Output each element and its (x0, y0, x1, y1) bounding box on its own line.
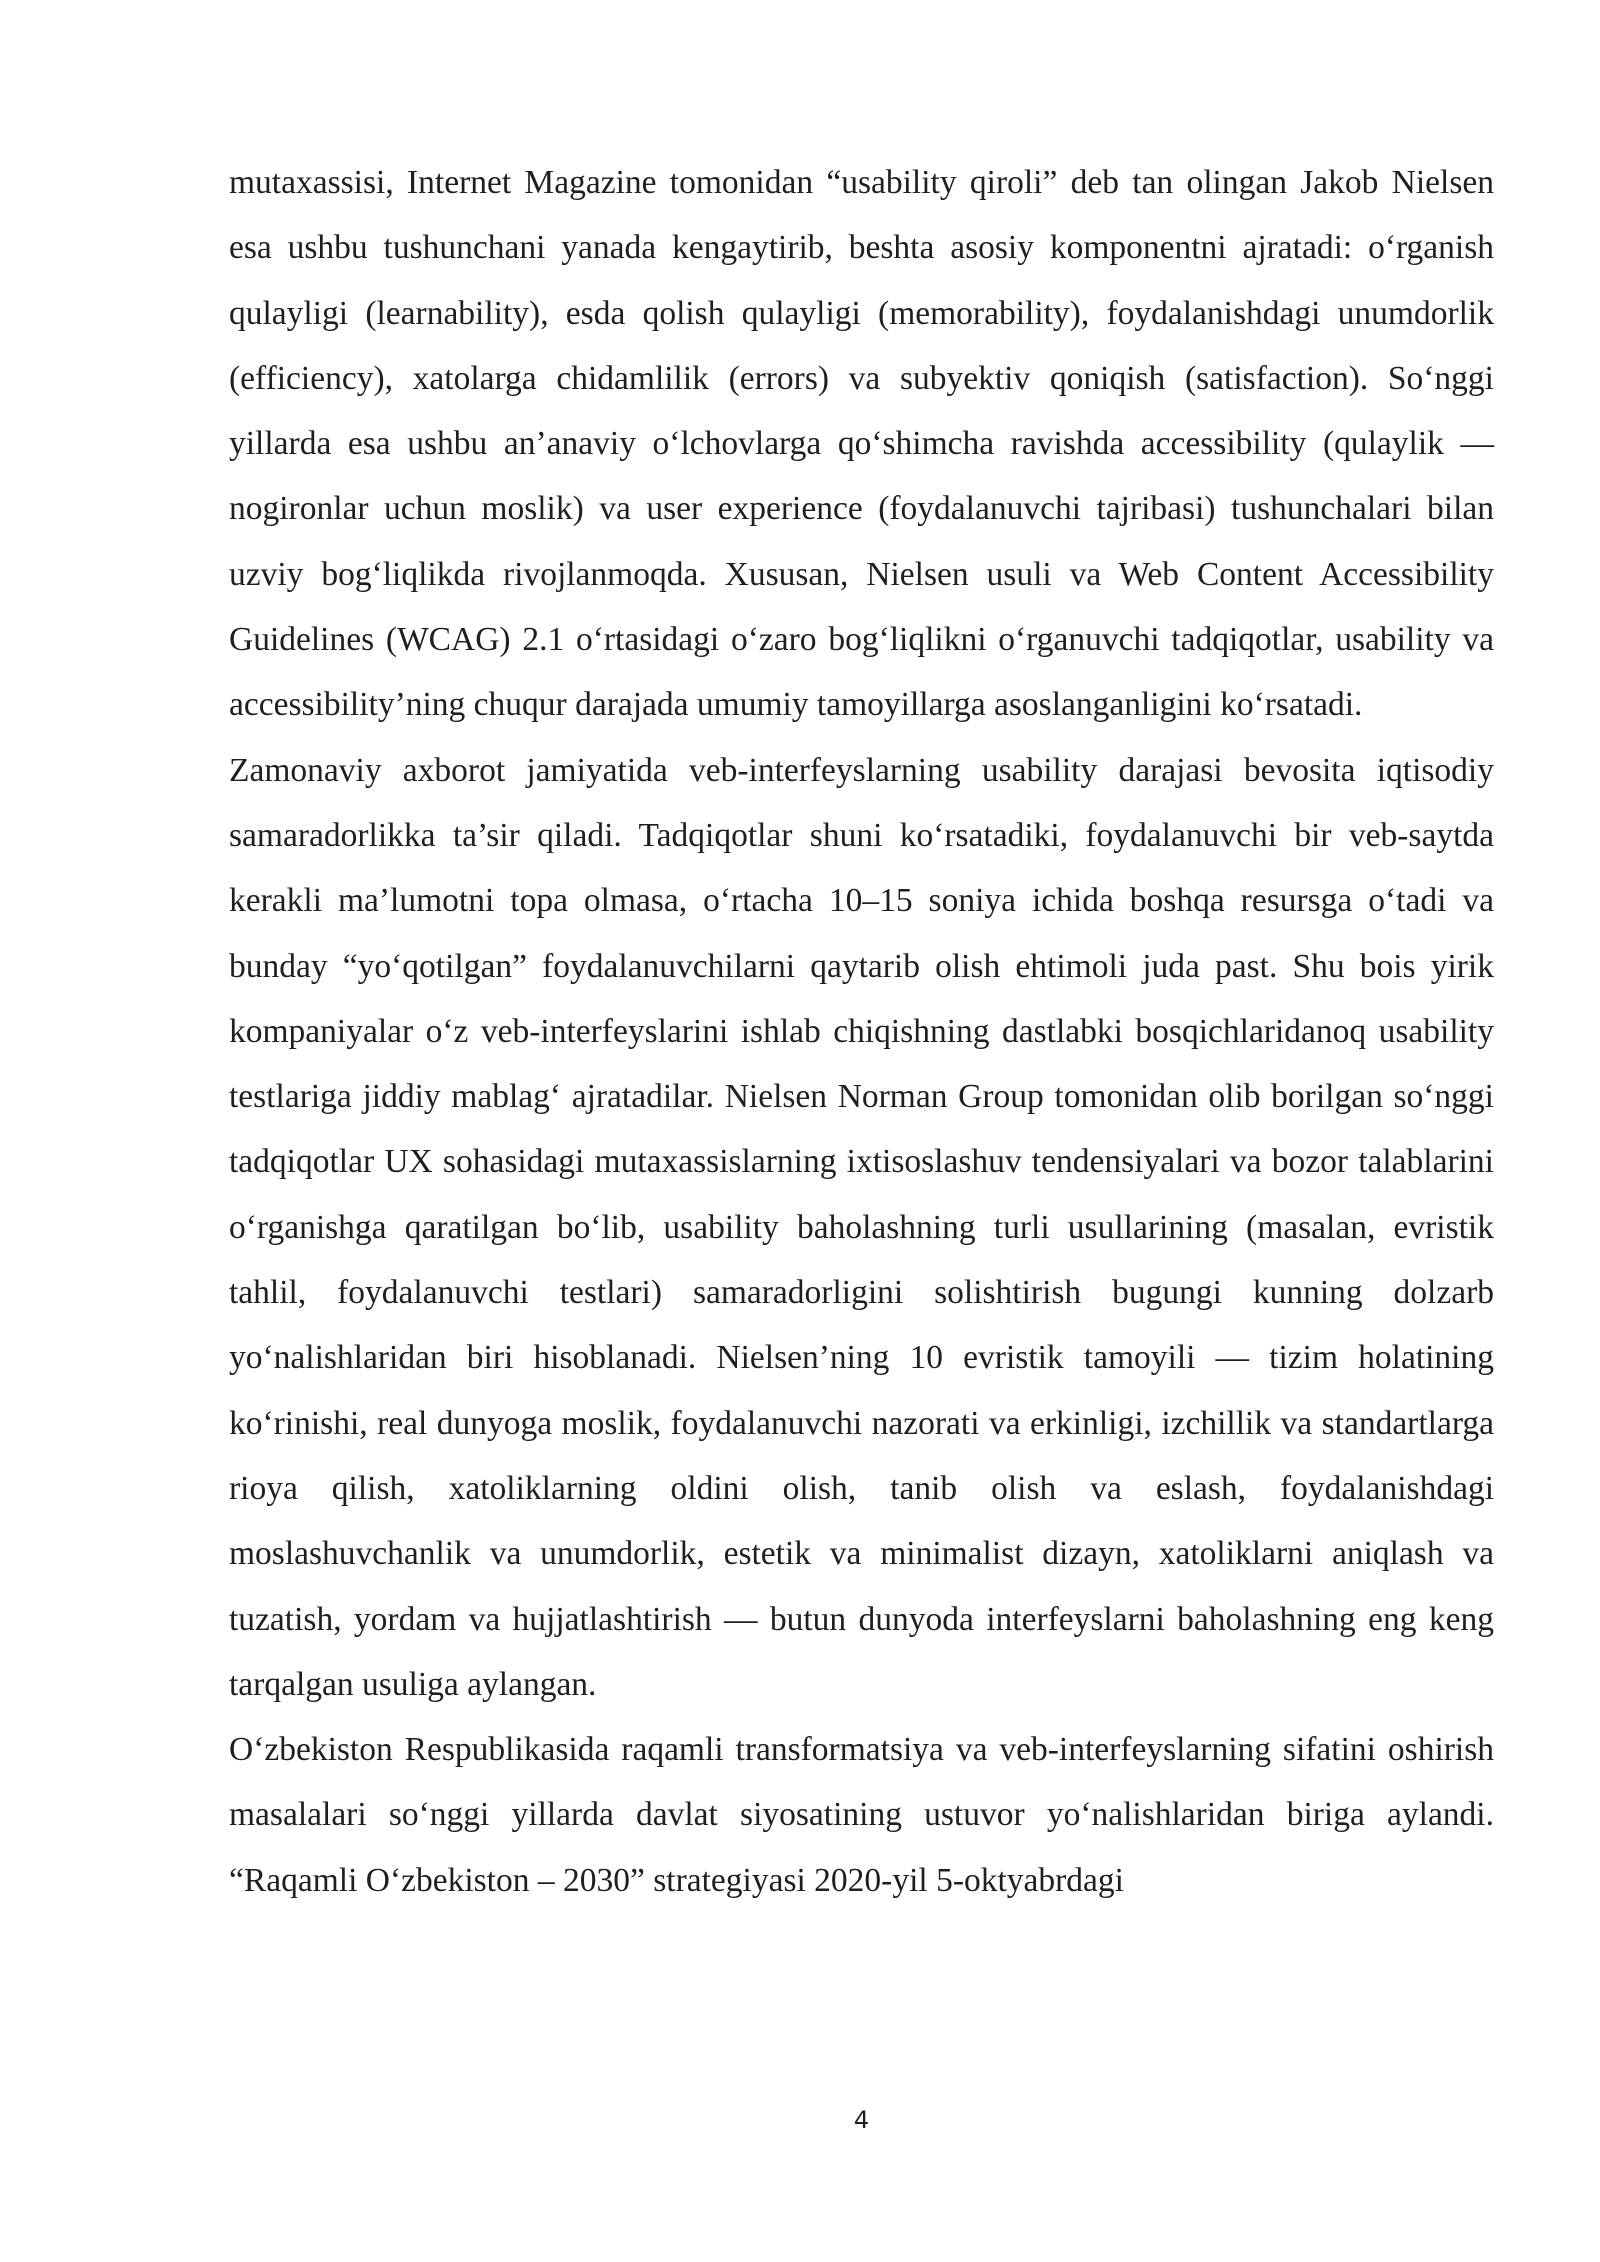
body-text (229, 150, 1494, 1913)
paragraph-3: Oʻzbekiston Respublikasida raqamli transformatsiya va veb-interfeyslarning sifatini oshirish masalalari soʻnggi yillarda davlat siyosatining ustuvor yoʻnalishlaridan biriga aylandi. “Raqamli Oʻzbekiston – 2030” strategiyasi 2020-yil 5-oktyabrdagi (229, 1731, 1494, 1899)
paragraph-1: mutaxassisi, Internet Magazine tomonidan “usability qiroli” deb tan olingan Jakob Nielsen esa ushbu tushunchani yanada kengaytirib, beshta asosiy komponentni ajratadi: oʻrganish qulayligi (learnability), esda qolish qulayligi (memorability), foydalanishdagi unumdorlik (efficiency), xatolarga chidamlilik (errors) va subyektiv qoniqish (satisfaction). Soʻnggi yillarda esa ushbu an’anaviy oʻlchovlarga qoʻshimcha ravishda accessibility (qulaylik — nogironlar uchun moslik) va user experience (foydalanuvchi tajribasi) tushunchalari bilan uzviy bogʻliqlikda rivojlanmoqda. Xususan, Nielsen usuli va Web Content Accessibility Guidelines (WCAG) 2.1 oʻrtasidagi oʻzaro bogʻliqlikni oʻrganuvchi tadqiqotlar, usability va accessibility’ning chuqur darajada umumiy tamoyillarga asoslanganligini koʻrsatadi. (229, 164, 1494, 724)
page-number: 4 (853, 2106, 870, 2134)
paragraph-2: Zamonaviy axborot jamiyatida veb-interfeyslarning usability darajasi bevosita iqtisodiy samaradorlikka ta’sir qiladi. Tadqiqotlar shuni koʻrsatadiki, foydalanuvchi bir veb-saytda kerakli ma’lumotni topa olmasa, oʻrtacha 10–15 soniya ichida boshqa resursga oʻtadi va bunday “yoʻqotilgan” foydalanuvchilarni qaytarib olish ehtimoli juda past. Shu bois yirik kompaniyalar oʻz veb-interfeyslarini ishlab chiqishning dastlabki bosqichlaridanoq usability testlariga jiddiy mablagʻ ajratadilar. Nielsen Norman Group tomonidan olib borilgan soʻnggi tadqiqotlar UX sohasidagi mutaxassislarning ixtisoslashuv tendensiyalari va bozor talablarini oʻrganishga qaratilgan boʻlib, usability baholashning turli usullarining (masalan, evristik tahlil, foydalanuvchi testlari) samaradorligini solishtirish bugungi kunning dolzarb yoʻnalishlaridan biri hisoblanadi. Nielsen’ning 10 evristik tamoyili — tizim holatining koʻrinishi, real dunyoga moslik, foydalanuvchi nazorati va erkinligi, izchillik va standartlarga rioya qilish, xatoliklarning oldini olish, tanib olish va eslash, foydalanishdagi moslashuvchanlik va unumdorlik, estetik va minimalist dizayn, xatoliklarni aniqlash va tuzatish, yordam va hujjatlashtirish — butun dunyoda interfeyslarni baholashning eng keng tarqalgan usuliga aylangan. (229, 751, 1494, 1703)
